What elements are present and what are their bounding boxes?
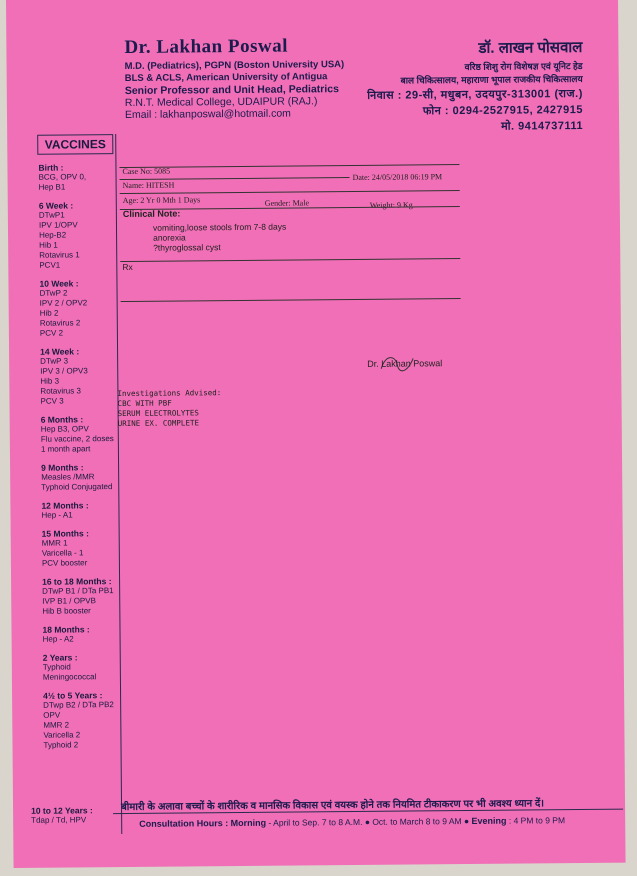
vaccine-group-heading: 16 to 18 Months :	[42, 576, 112, 587]
vaccine-item: Rotavirus 3	[40, 386, 81, 396]
divider-line	[120, 190, 460, 194]
vaccine-group-heading: 4½ to 5 Years :	[43, 690, 103, 701]
morning-hours: - April to Sep. 7 to 8 A.M. ● Oct. to March 8 to 9 AM ●	[266, 815, 472, 828]
vaccine-item: BCG, OPV 0,	[38, 172, 87, 182]
vaccine-item: PCV 2	[39, 328, 64, 338]
vaccine-item: OPV	[43, 710, 61, 720]
vaccine-group-heading: Birth :	[38, 162, 64, 173]
vaccine-group-heading: 15 Months :	[41, 528, 89, 539]
divider-line	[119, 164, 459, 168]
vaccine-item: Tdap / Td, HPV	[31, 815, 87, 825]
vaccine-item: MMR 2	[43, 720, 70, 730]
prescription-sheet	[6, 0, 626, 868]
investigation-item: CBC WITH PBF	[117, 398, 172, 409]
vaccine-item: Flu vaccine, 2 doses	[40, 434, 114, 444]
vaccine-group-heading: 14 Week :	[40, 346, 80, 357]
vaccine-group-last	[31, 805, 93, 826]
vaccine-group-heading: 12 Months :	[41, 500, 89, 511]
vaccine-group-heading: 6 Week :	[38, 200, 74, 211]
vaccine-item: Hib B booster	[42, 606, 91, 616]
investigations-title: Investigations Advised:	[117, 388, 222, 399]
address-hindi: निवास : 29-सी, मधुबन, उदयपुर-313001 (राज.)	[367, 87, 583, 102]
vaccines-title: VACCINES	[37, 134, 113, 155]
vaccine-item: Hep-B2	[39, 230, 67, 240]
vaccine-groups	[35, 162, 120, 751]
doctor-name-hindi: डॉ. लाखन पोसवाल	[478, 38, 583, 57]
vaccine-item: IPV 1/OPV	[38, 220, 78, 230]
clinical-note-item: vomiting,loose stools from 7-8 days	[152, 221, 287, 233]
vaccine-item: Meningococcal	[42, 672, 97, 682]
investigation-item: SERUM ELECTROLYTES	[117, 408, 199, 419]
patient-gender: Gender: Male	[264, 198, 310, 208]
vaccine-group-heading: 10 to 12 Years :	[31, 805, 93, 816]
qualification-line: M.D. (Pediatrics), PGPN (Boston University USA)	[124, 59, 345, 72]
email-line: Email : lakhanposwal@hotmail.com	[124, 107, 291, 121]
vaccine-item: Hep - A2	[42, 634, 74, 644]
patient-name: Name: HITESH	[122, 180, 175, 190]
vaccine-group-heading: 10 Week :	[39, 278, 79, 289]
divider-line	[120, 258, 460, 262]
mobile-hindi: मो. 9414737111	[501, 119, 584, 133]
vaccine-item: Rotavirus 2	[39, 318, 81, 328]
vaccine-item: DTwP 3	[40, 356, 69, 366]
evening-hours: : 4 PM to 9 PM	[506, 815, 566, 826]
vaccine-item: Typhoid 2	[43, 740, 79, 750]
vaccine-item: PCV booster	[41, 558, 88, 568]
clinical-note-item: anorexia	[153, 232, 186, 243]
vaccine-group	[42, 528, 119, 569]
vaccine-item: Varicella 2	[43, 730, 81, 740]
patient-weight: Weight: 9 Kg	[369, 200, 413, 210]
vaccine-item: Hep - A1	[41, 510, 73, 520]
vaccine-item: IPV 3 / OPV3	[40, 366, 88, 376]
vaccine-group	[41, 414, 118, 455]
vaccine-item: DTwP B1 / DTa PB1	[42, 586, 114, 596]
vaccine-item: Hep B1	[38, 182, 66, 192]
evening-label: Evening	[471, 815, 507, 826]
clinical-notes	[153, 222, 286, 253]
doctor-name: Dr. Lakhan Poswal	[124, 35, 289, 58]
vaccine-sidebar	[35, 134, 122, 835]
vaccine-item: Typhoid	[42, 662, 71, 672]
vaccine-item: MMR 1	[41, 538, 68, 548]
vaccine-item: Measles /MMR	[41, 472, 95, 482]
vaccine-item: Hep B3, OPV	[40, 424, 89, 434]
designation-hindi: वरिष्ठ शिशु रोग विशेषज्ञ एवं यूनिट हेड	[464, 60, 583, 73]
rx-label: Rx	[122, 261, 133, 272]
vaccine-item: Rotavirus 1	[39, 250, 80, 260]
vaccine-group	[40, 346, 118, 407]
vaccine-item: DTwP 2	[39, 288, 68, 298]
vaccine-group	[42, 624, 119, 645]
vaccine-group-heading: 2 Years :	[42, 652, 78, 663]
vaccine-item: 1 month apart	[40, 444, 91, 454]
header-hindi	[352, 37, 583, 136]
vaccine-group	[38, 162, 115, 193]
investigations-block	[117, 388, 221, 429]
vaccine-item: Hib 1	[39, 240, 58, 250]
case-number: Case No: 5085	[122, 166, 171, 176]
vaccine-group	[43, 690, 121, 751]
morning-label: Morning	[230, 817, 267, 829]
certification-line: BLS & ACLS, American University of Antigua	[124, 71, 328, 84]
clinical-note-title: Clinical Note:	[122, 208, 181, 219]
college-line: R.N.T. Medical College, UDAIPUR (RAJ.)	[124, 95, 318, 109]
vaccine-group	[41, 500, 118, 521]
vaccine-item: Hib 3	[40, 376, 60, 386]
vaccine-group	[39, 278, 117, 339]
designation-line: Senior Professor and Unit Head, Pediatrics	[124, 83, 339, 97]
vaccine-item: PCV1	[39, 260, 61, 270]
vaccine-item: DTwP1	[38, 210, 65, 220]
hours-label: Consultation Hours :	[139, 818, 229, 829]
vaccine-group-heading: 9 Months :	[41, 462, 84, 473]
vaccine-group-heading: 6 Months :	[40, 414, 84, 425]
vaccine-item: Varicella - 1	[41, 548, 84, 558]
vaccine-group	[39, 200, 117, 271]
hospital-hindi: बाल चिकित्सालय, महाराणा भूपाल राजकीय चिकित्सालय	[400, 73, 583, 86]
vaccine-item: IVP B1 / OPVB	[42, 596, 96, 606]
vaccine-item: Hib 2	[39, 308, 59, 318]
vaccine-group-heading: 18 Months :	[42, 624, 90, 635]
vaccine-group	[41, 462, 118, 493]
visit-date: Date: 24/05/2018 06:19 PM	[352, 172, 443, 182]
vaccine-group	[42, 576, 119, 617]
patient-age: Age: 2 Yr 0 Mth 1 Days	[122, 195, 201, 205]
divider-line	[121, 298, 461, 302]
vaccine-item: IPV 2 / OPV2	[39, 298, 88, 308]
divider-line	[120, 177, 350, 180]
vaccine-item: PCV 3	[40, 396, 64, 406]
consultation-hours	[139, 815, 565, 829]
vaccine-item: Typhoid Conjugated	[41, 482, 113, 492]
signature-name: Dr. Lakhan Poswal	[367, 358, 443, 369]
phone-hindi: फोन : 0294-2527915, 2427915	[422, 103, 584, 118]
header-english	[124, 35, 385, 121]
vaccine-item: DTwp B2 / DTa PB2	[43, 700, 114, 710]
clinical-note-item: ?thyroglossal cyst	[153, 242, 221, 253]
investigation-item: URINE EX. COMPLETE	[117, 418, 200, 429]
vaccine-group	[43, 652, 120, 683]
footer-advice-hindi: बीमारी के अलावा बच्चों के शारीरिक व मानसिक विकास एवं वयस्क होने तक नियमित टीकाकरण पर भी अवश्य ध्यान दें।	[121, 798, 545, 814]
